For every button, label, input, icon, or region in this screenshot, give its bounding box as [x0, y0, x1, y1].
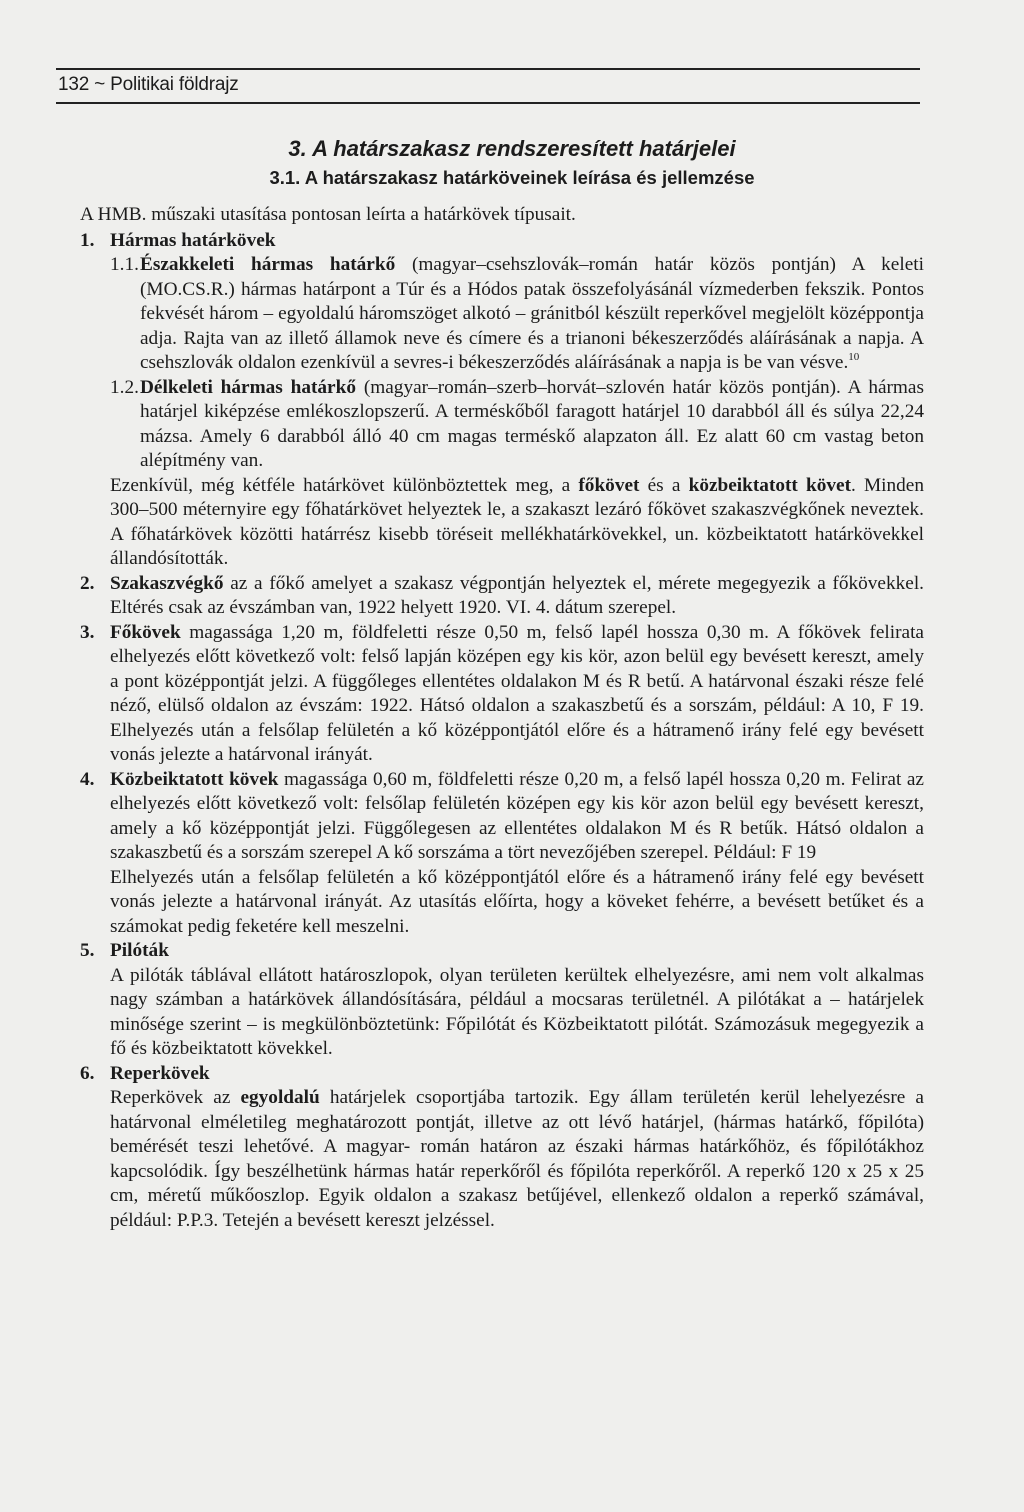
- paragraph-text: és a: [639, 474, 689, 496]
- item-heading: Hármas határkövek: [110, 229, 276, 251]
- item-number: 4.: [80, 768, 95, 790]
- item-heading: Reperkövek: [110, 1062, 210, 1084]
- body-text: [80, 203, 924, 1233]
- item-5-text: A pilóták táblával ellátott határoszlopok, olyan területen kerültek elhelyezésre, ami nem volt alkalmas nagy számban a határkövek állandósítására, például a mocsaras területnél. A pilótákat a – határjelek minősége szerint – is megkülönböztetünk: Főpilótát és Közbeiktatott pilótát. Számozásuk megegyezik a fő és közbeiktatott kövekkel.: [110, 964, 924, 1059]
- item-heading: Pilóták: [110, 940, 169, 961]
- item-number: 1.: [80, 229, 95, 251]
- item-number: 1.1.: [110, 254, 139, 275]
- extra-paragraph: [80, 474, 924, 572]
- intro-paragraph: A HMB. műszaki utasítása pontosan leírta a határkövek típusait.: [80, 204, 576, 225]
- list-item-4: [80, 768, 924, 866]
- list-item-6: [80, 1062, 924, 1087]
- footnote-marker: 10: [848, 351, 860, 363]
- list-item-1-1: [80, 253, 924, 376]
- paragraph-text: Reperkövek az: [110, 1087, 241, 1108]
- item-number: 2.: [80, 572, 95, 594]
- item-term: Délkeleti hármas határkő: [140, 376, 356, 398]
- list-item-1-2: [80, 376, 924, 474]
- item-4-continuation: Elhelyezés után a felsőlap felületén a kő középpontjától előre és a hátramenő irány felé egy bevésett vonás jelezte a határvonal irányát. Az utasítás előírta, hogy a köveket fehérre, a bevésett betűket és a számokat pedig feketére kell meszelni.: [110, 866, 924, 937]
- item-6-text: [80, 1086, 924, 1233]
- list-item-1: [80, 229, 924, 254]
- item-number: 6.: [80, 1062, 95, 1084]
- item-text: (magyar–csehszlovák–román határ közös pontján) A keleti (MO.CS.R.) hármas határpont a Túr és a Hódos patak összefolyásánál vízmederben fekszik. Pontos fekvését három – egyoldalú háromszöget alkotó – gránitból készült reperkővel megjelölt középpontja adja. Rajta van az illető államok neve és címere és a trianoni békeszerződés aláírásának a napja. A csehszlovák oldalon ezenkívül a sevres-i békeszerződés aláírásának a napja is be van vésve.: [140, 254, 924, 373]
- item-text: magassága 0,60 m, földfeletti része 0,20 m, a felső lapél hossza 0,20 m. Felirat az elhelyezés előtt következő volt: felsőlap felületén középen egy kis kör azon belül egy bevésett kereszt, amely a kő középpontját jelzi. Függőlegesen az ellentétes oldalakon M és R betűk. Hátsó oldalon a szakaszbetű és a sorszám szerepel A kő sorszáma a tört nevezőjében szerepel. Például: F 19: [110, 768, 924, 863]
- running-head: 132 ~ Politikai földrajz: [58, 74, 239, 95]
- list-item-2: [80, 572, 924, 621]
- bold-term: főkövet: [578, 474, 640, 496]
- item-number: 5.: [80, 940, 95, 961]
- item-text: (magyar–román–szerb–horvát–szlovén határ közös pontján). A hármas határjel kiképzése emlékoszlopszerű. A terméskőből faragott határjel 10 darabból áll és súlya 22,24 mázsa. Amely 6 darabból álló 40 cm magas terméskő alapzaton áll. Ez alatt 60 cm vastag beton alépítmény van.: [140, 376, 924, 471]
- section-subtitle: 3.1. A határszakasz határköveinek leírása és jellemzése: [269, 167, 755, 188]
- header-rule-top: [56, 68, 920, 70]
- item-term: Közbeiktatott kövek: [110, 768, 279, 790]
- paragraph-text: Ezenkívül, még kétféle határkövet különböztettek meg, a: [110, 474, 579, 496]
- item-text: az a főkő amelyet a szakasz végpontján helyeztek el, mérete megegyezik a főkövekkel. Eltérés csak az évszámban van, 1922 helyett 1920. VI. 4. dátum szerepel.: [110, 572, 924, 618]
- header-rule-bottom: [56, 102, 920, 104]
- list-item-3: [80, 621, 924, 768]
- item-term: Főkövek: [110, 621, 181, 643]
- section-title: 3. A határszakasz rendszeresített határjelei: [288, 136, 736, 161]
- paragraph-text: határjelek csoportjába tartozik. Egy állam területén kerül lehelyezésre a határvonal elméletileg meghatározott pontját, illetve az ott lévő határjel, (hármas határkő, főpilóta) bemérését teszi lehetővé. A magyar- román határon az északi hármas határkőhöz, és főpilótákhoz kapcsolódik. Így beszélhetünk hármas határ reperkőről és főpilóta reperkőről. A reperkő 120 x 25 x 25 cm, méretű műkőoszlop. Egyik oldalon a szakasz betűjével, ellenkező oldalon a reperkő számával, például: P.P.3. Tetején a bevésett kereszt jelzéssel.: [110, 1087, 924, 1231]
- bold-term: egyoldalú: [240, 1087, 320, 1108]
- list-item-5: [80, 939, 924, 964]
- item-term: Szakaszvégkő: [110, 572, 224, 594]
- item-number: 1.2.: [110, 376, 139, 398]
- item-text: magassága 1,20 m, földfeletti része 0,50 m, felső lapél hossza 0,30 m. A főkövek felirata elhelyezés előtt következő volt: felső lapján középen egy kis kör, azon belül egy bevésett kereszt, amely a pont középpontját jelzi. A függőleges ellentétes oldalakon M és R betű. A határvonal északi része felé néző, elülső oldalon az évszám: 1922. Hátsó oldalon a szakaszbetű és a sorszám, például: A 10, F 19. Elhelyezés után a felsőlap felületén a kő középpontjától előre és a hátramenő irány felé egy bevésett vonás jelezte a határvonal irányát.: [110, 621, 924, 765]
- item-term: Északkeleti hármas határkő: [140, 254, 396, 275]
- paragraph-text: . Minden 300–500 méternyire egy főhatárkövet helyeztek le, a szakaszt lezáró főkövet szakaszvégkőnek neveztek. A főhatárkövek közötti határrész kisebb töréseit mellékhatárkövekkel, un. közbeiktatott határkövekkel állandósították.: [110, 474, 924, 569]
- bold-term: közbeiktatott követ: [688, 474, 851, 496]
- item-number: 3.: [80, 621, 95, 643]
